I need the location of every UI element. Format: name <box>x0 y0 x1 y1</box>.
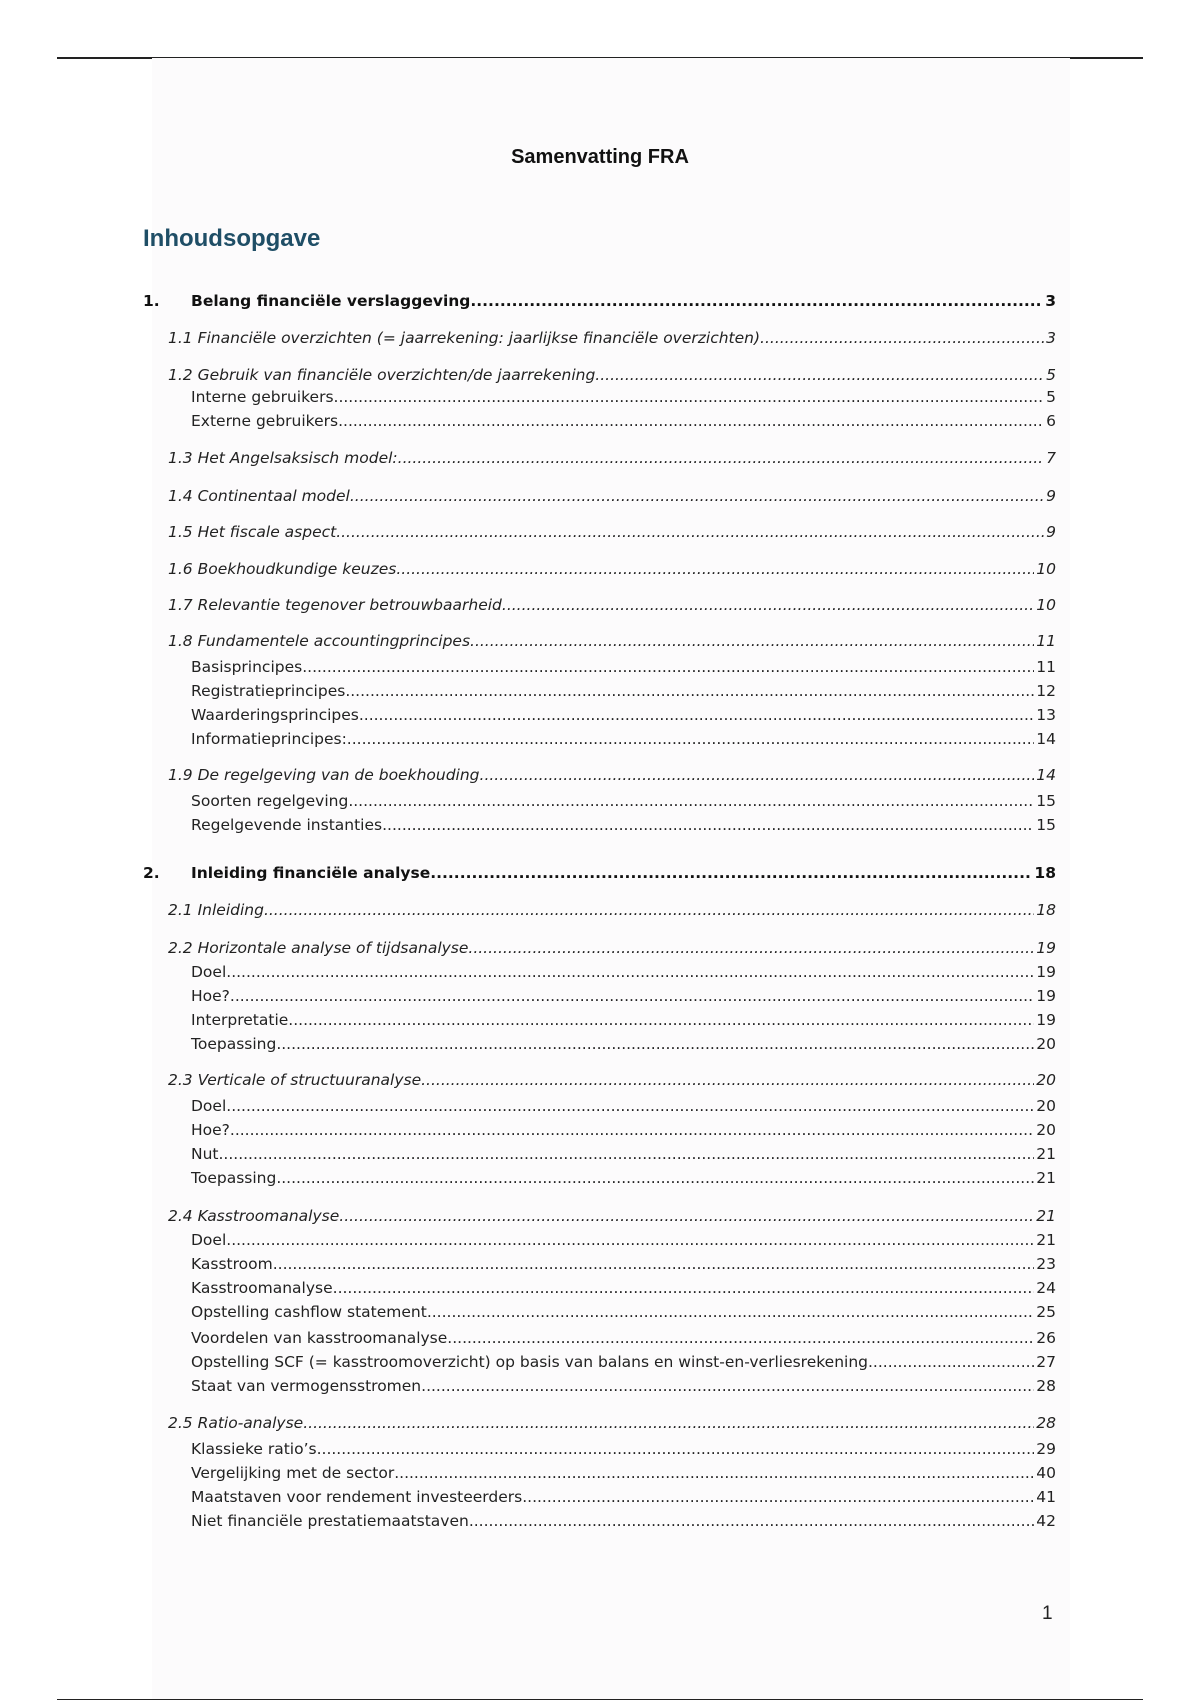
toc-entry-title: 2.5 Ratio-analyse <box>168 1414 304 1432</box>
toc-entry[interactable] <box>143 901 1056 923</box>
toc-entry[interactable] <box>143 1255 1056 1277</box>
toc-dot-leader <box>273 1255 1035 1273</box>
toc-entry[interactable] <box>143 987 1056 1009</box>
toc-entry[interactable] <box>143 792 1056 814</box>
toc-dot-leader <box>303 1414 1034 1432</box>
toc-entry-title: Doel <box>191 1231 227 1249</box>
toc-entry[interactable] <box>143 1353 1056 1375</box>
toc-entry-title: Registratieprincipes <box>191 682 346 700</box>
toc-entry-title: Vergelijking met de sector <box>191 1464 395 1482</box>
toc-entry-title: Regelgevende instanties <box>191 816 383 834</box>
toc-entry-page: 20 <box>1036 1121 1056 1139</box>
toc-entry-title: Voordelen van kasstroomanalyse <box>191 1329 448 1347</box>
toc-dot-leader <box>317 1440 1035 1458</box>
toc-entry[interactable] <box>143 523 1056 545</box>
toc-entry-title: Opstelling SCF (= kasstroomoverzicht) op basis van balans en winst-en-verliesrekening <box>191 1353 868 1371</box>
toc-entry-page: 23 <box>1036 1255 1056 1273</box>
toc-entry[interactable] <box>143 632 1056 654</box>
toc-entry-title: 1.3 Het Angelsaksisch model: <box>168 449 398 467</box>
toc-entry-page: 20 <box>1036 1097 1056 1115</box>
toc-dot-leader <box>264 901 1034 919</box>
toc-entry-page: 11 <box>1036 632 1056 650</box>
toc-entry-title: Interpretatie <box>191 1011 289 1029</box>
toc-dot-leader <box>382 816 1034 834</box>
toc-entry-page: 7 <box>1046 449 1056 467</box>
toc-entry-title: Basisprincipes <box>191 658 303 676</box>
toc-entry-page: 3 <box>1045 292 1056 310</box>
toc-entry-page: 12 <box>1036 682 1056 700</box>
toc-entry-page: 40 <box>1036 1464 1056 1482</box>
toc-entry-title: Inleiding financiële analyse <box>191 864 431 882</box>
toc-dot-leader <box>338 412 1044 430</box>
toc-dot-leader <box>394 1464 1034 1482</box>
toc-entry-page: 25 <box>1036 1303 1056 1321</box>
toc-entry-page: 24 <box>1036 1279 1056 1297</box>
toc-entry-page: 9 <box>1046 523 1056 541</box>
toc-dot-leader <box>302 658 1034 676</box>
toc-entry[interactable] <box>143 1145 1056 1167</box>
toc-entry-title: 2.1 Inleiding <box>168 901 264 919</box>
toc-entry-page: 9 <box>1046 487 1056 505</box>
toc-entry-title: Externe gebruikers <box>191 412 339 430</box>
toc-entry-page: 27 <box>1036 1353 1056 1371</box>
toc-entry[interactable] <box>143 366 1056 388</box>
toc-dot-leader <box>339 1207 1034 1225</box>
toc-entry-number: 1. <box>143 292 160 310</box>
toc-entry-title: Informatieprincipes: <box>191 730 347 748</box>
toc-dot-leader <box>288 1011 1034 1029</box>
toc-entry-page: 21 <box>1036 1207 1056 1225</box>
toc-entry[interactable] <box>143 329 1056 351</box>
toc-entry-title: Nut <box>191 1145 219 1163</box>
toc-dot-leader <box>396 560 1034 578</box>
toc-entry-page: 19 <box>1036 987 1056 1005</box>
toc-entry-page: 21 <box>1036 1231 1056 1249</box>
toc-dot-leader <box>398 449 1044 467</box>
toc-dot-leader <box>345 682 1034 700</box>
toc-entry[interactable] <box>143 1464 1056 1486</box>
toc-dot-leader <box>350 487 1044 505</box>
toc-entry-title: Kasstroomanalyse <box>191 1279 333 1297</box>
toc-entry-title: 1.7 Relevantie tegenover betrouwbaarheid <box>168 596 502 614</box>
toc-dot-leader <box>421 1071 1034 1089</box>
toc-entry-page: 15 <box>1036 792 1056 810</box>
toc-dot-leader <box>468 939 1034 957</box>
toc-entry-title: Toepassing <box>191 1169 277 1187</box>
toc-dot-leader <box>359 706 1034 724</box>
toc-entry-page: 15 <box>1036 816 1056 834</box>
toc-entry[interactable] <box>143 449 1056 471</box>
toc-entry-title: Belang financiële verslaggeving <box>191 292 471 310</box>
toc-dot-leader <box>348 792 1034 810</box>
toc-entry-page: 18 <box>1034 864 1056 882</box>
toc-entry[interactable] <box>143 1169 1056 1191</box>
toc-entry[interactable] <box>143 1097 1056 1119</box>
toc-entry-page: 19 <box>1036 939 1056 957</box>
toc-dot-leader <box>868 1353 1034 1371</box>
toc-entry-page: 21 <box>1036 1169 1056 1187</box>
toc-dot-leader <box>226 1231 1034 1249</box>
toc-entry-page: 19 <box>1036 1011 1056 1029</box>
toc-entry[interactable] <box>143 1231 1056 1253</box>
toc-entry-page: 6 <box>1046 412 1056 430</box>
toc-entry-page: 28 <box>1036 1377 1056 1395</box>
toc-entry[interactable] <box>143 487 1056 509</box>
toc-entry-page: 20 <box>1036 1071 1056 1089</box>
document-title: Samenvatting FRA <box>511 146 689 168</box>
toc-dot-leader <box>219 1145 1035 1163</box>
toc-entry-page: 10 <box>1036 560 1056 578</box>
toc-entry-number: 2. <box>143 864 160 882</box>
toc-entry[interactable] <box>143 1377 1056 1399</box>
toc-entry[interactable] <box>143 864 1056 886</box>
toc-dot-leader <box>333 1279 1035 1297</box>
toc-entry-title: Interne gebruikers <box>191 388 334 406</box>
toc-entry-title: Maatstaven voor rendement investeerders <box>191 1488 523 1506</box>
toc-entry-title: 2.2 Horizontale analyse of tijdsanalyse <box>168 939 469 957</box>
toc-dot-leader <box>230 987 1034 1005</box>
toc-entry[interactable] <box>143 1414 1056 1436</box>
toc-dot-leader <box>230 1121 1034 1139</box>
toc-dot-leader <box>469 1512 1034 1530</box>
toc-entry[interactable] <box>143 560 1056 582</box>
toc-entry-page: 19 <box>1036 963 1056 981</box>
toc-dot-leader <box>522 1488 1034 1506</box>
toc-dot-leader <box>502 596 1034 614</box>
toc-entry[interactable] <box>143 1035 1056 1057</box>
toc-dot-leader <box>276 1035 1034 1053</box>
toc-entry[interactable] <box>143 1329 1056 1351</box>
toc-entry-title: Niet financiële prestatiemaatstaven <box>191 1512 469 1530</box>
toc-entry-page: 14 <box>1036 730 1056 748</box>
toc-entry[interactable] <box>143 1303 1056 1325</box>
toc-entry-page: 41 <box>1036 1488 1056 1506</box>
toc-entry-title: Doel <box>191 963 227 981</box>
toc-entry-title: 1.9 De regelgeving van de boekhouding <box>168 766 480 784</box>
toc-entry-title: 2.3 Verticale of structuuranalyse <box>168 1071 422 1089</box>
toc-entry[interactable] <box>143 816 1056 838</box>
toc-entry-page: 5 <box>1046 366 1056 384</box>
toc-entry[interactable] <box>143 682 1056 704</box>
toc-entry-page: 3 <box>1046 329 1056 347</box>
toc-dot-leader <box>226 1097 1034 1115</box>
toc-entry[interactable] <box>143 1279 1056 1301</box>
toc-dot-leader <box>470 632 1034 650</box>
toc-dot-leader <box>347 730 1034 748</box>
toc-entry[interactable] <box>143 730 1056 752</box>
toc-dot-leader <box>480 766 1035 784</box>
toc-entry[interactable] <box>143 412 1056 434</box>
toc-entry-title: 1.2 Gebruik van financiële overzichten/de jaarrekening <box>168 366 596 384</box>
toc-entry-page: 11 <box>1036 658 1056 676</box>
toc-entry-page: 28 <box>1036 1414 1056 1432</box>
toc-entry-title: 1.4 Continentaal model <box>168 487 350 505</box>
toc-entry[interactable] <box>143 596 1056 618</box>
toc-entry[interactable] <box>143 292 1056 314</box>
toc-entry[interactable] <box>143 1488 1056 1510</box>
toc-entry-page: 29 <box>1036 1440 1056 1458</box>
toc-dot-leader <box>421 1377 1034 1395</box>
toc-entry[interactable] <box>143 658 1056 680</box>
toc-entry-title: Staat van vermogensstromen <box>191 1377 422 1395</box>
toc-entry[interactable] <box>143 388 1056 410</box>
toc-dot-leader <box>427 1303 1034 1321</box>
toc-dot-leader <box>276 1169 1034 1187</box>
toc-entry-title: Soorten regelgeving <box>191 792 349 810</box>
toc-dot-leader <box>226 963 1034 981</box>
toc-entry-page: 5 <box>1046 388 1056 406</box>
toc-dot-leader <box>595 366 1044 384</box>
toc-entry-title: Waarderingsprincipes <box>191 706 359 724</box>
toc-entry[interactable] <box>143 1071 1056 1093</box>
toc-dot-leader <box>470 292 1043 310</box>
toc-entry[interactable] <box>143 963 1056 985</box>
toc-entry-page: 18 <box>1036 901 1056 919</box>
toc-entry[interactable] <box>143 1440 1056 1462</box>
toc-entry-title: Opstelling cashflow statement <box>191 1303 427 1321</box>
toc-dot-leader <box>430 864 1032 882</box>
toc-entry[interactable] <box>143 766 1056 788</box>
toc-dot-leader <box>760 329 1044 347</box>
toc-entry-page: 42 <box>1036 1512 1056 1530</box>
toc-entry-page: 10 <box>1036 596 1056 614</box>
toc-entry-title: 1.1 Financiële overzichten (= jaarrekening: jaarlijkse financiële overzichten) <box>168 329 761 347</box>
toc-dot-leader <box>447 1329 1034 1347</box>
toc-entry[interactable] <box>143 1121 1056 1143</box>
toc-entry-page: 13 <box>1036 706 1056 724</box>
toc-dot-leader <box>336 523 1044 541</box>
toc-entry-title: Kasstroom <box>191 1255 273 1273</box>
toc-entry-title: Hoe? <box>191 987 230 1005</box>
toc-dot-leader <box>334 388 1045 406</box>
toc-entry[interactable] <box>143 1011 1056 1033</box>
toc-entry[interactable] <box>143 706 1056 728</box>
toc-entry-page: 26 <box>1036 1329 1056 1347</box>
toc-entry[interactable] <box>143 1207 1056 1229</box>
page-number: 1 <box>1042 1603 1053 1624</box>
toc-entry-title: 1.6 Boekhoudkundige keuzes <box>168 560 397 578</box>
toc-entry-page: 14 <box>1036 766 1056 784</box>
toc-entry-page: 21 <box>1036 1145 1056 1163</box>
toc-entry-title: Toepassing <box>191 1035 277 1053</box>
toc-entry-page: 20 <box>1036 1035 1056 1053</box>
toc-entry-title: Doel <box>191 1097 227 1115</box>
toc-entry-title: 1.5 Het fiscale aspect <box>168 523 337 541</box>
toc-entry[interactable] <box>143 939 1056 961</box>
toc-entry-title: 1.8 Fundamentele accountingprincipes <box>168 632 471 650</box>
toc-entry-title: Hoe? <box>191 1121 230 1139</box>
toc-entry[interactable] <box>143 1512 1056 1534</box>
toc-entry-title: 2.4 Kasstroomanalyse <box>168 1207 340 1225</box>
toc-entry-title: Klassieke ratio’s <box>191 1440 317 1458</box>
toc-heading: Inhoudsopgave <box>143 225 321 252</box>
